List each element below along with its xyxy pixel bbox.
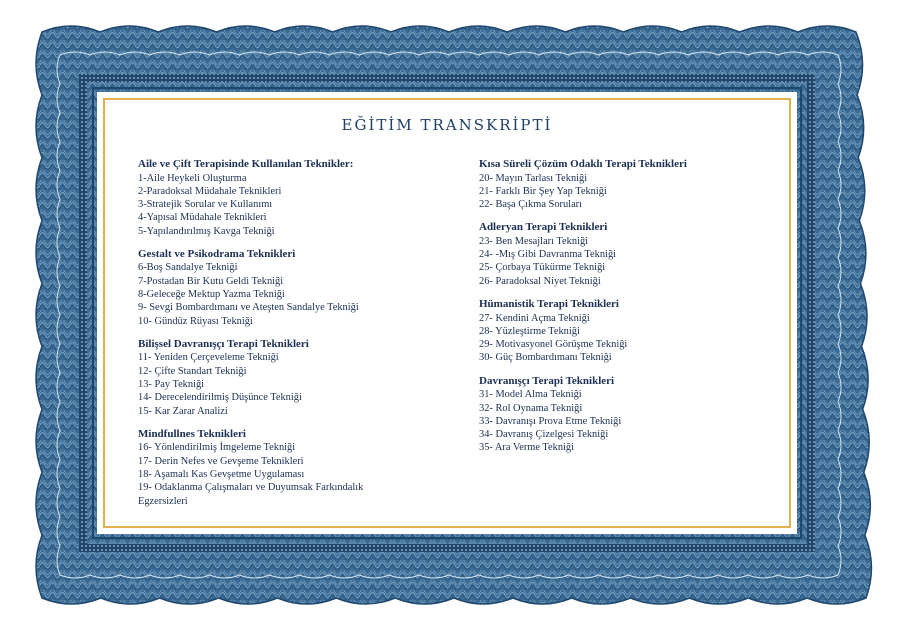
technique-item: 21- Farklı Bir Şey Yap Tekniği bbox=[479, 185, 607, 197]
technique-section bbox=[479, 221, 779, 288]
technique-item: 7-Postadan Bir Kutu Geldi Tekniği bbox=[138, 275, 284, 287]
technique-item: 31- Model Alma Tekniği bbox=[479, 389, 582, 401]
technique-item: 11- Yeniden Çerçeveleme Tekniği bbox=[138, 352, 279, 364]
technique-item: 26- Paradoksal Niyet Tekniği bbox=[479, 275, 601, 287]
technique-item: 17- Derin Nefes ve Gevşeme Teknikleri bbox=[138, 455, 304, 467]
technique-item: 35- Ara Verme Tekniği bbox=[479, 442, 574, 454]
technique-item: 23- Ben Mesajları Tekniği bbox=[479, 235, 589, 247]
technique-item: 9- Sevgi Bombardımanı ve Ateşten Sandalye Tekniği bbox=[138, 302, 359, 314]
technique-item: 10- Gündüz Rüyası Tekniği bbox=[138, 315, 253, 327]
technique-section bbox=[479, 158, 779, 211]
section-heading: Davranışçı Terapi Teknikleri bbox=[479, 374, 615, 387]
section-heading: Aile ve Çift Terapisinde Kullanılan Teknikler: bbox=[138, 158, 354, 170]
technique-item: 25- Çorbaya Tükürme Tekniği bbox=[479, 262, 606, 274]
technique-item: 1-Aile Heykeli Oluşturma bbox=[138, 172, 247, 184]
section-heading: Gestalt ve Psikodrama Teknikleri bbox=[138, 247, 296, 260]
page-title: EĞİTİM TRANSKRİPTİ bbox=[341, 116, 553, 134]
technique-item: Egzersizleri bbox=[138, 495, 188, 507]
technique-item: 18- Aşamalı Kas Gevşetme Uygulaması bbox=[138, 469, 305, 481]
technique-item: 28- Yüzleştirme Tekniği bbox=[479, 325, 580, 337]
section-heading: Hümanistik Terapi Teknikleri bbox=[479, 298, 619, 311]
technique-section bbox=[138, 338, 438, 418]
technique-item: 15- Kar Zarar Analizi bbox=[138, 405, 228, 417]
technique-item: 34- Davranış Çizelgesi Tekniği bbox=[479, 429, 609, 441]
technique-item: 12- Çifte Standart Tekniği bbox=[138, 365, 247, 377]
section-heading: Adleryan Terapi Teknikleri bbox=[479, 221, 608, 234]
technique-item: 33- Davranışı Prova Etme Tekniği bbox=[479, 415, 622, 427]
technique-item: 13- Pay Tekniği bbox=[138, 379, 205, 391]
technique-section bbox=[138, 248, 438, 328]
technique-item: 2-Paradoksal Müdahale Teknikleri bbox=[138, 185, 282, 197]
right-column bbox=[479, 158, 779, 465]
section-heading: Kısa Süreli Çözüm Odaklı Terapi Teknikleri bbox=[479, 158, 687, 170]
technique-item: 32- Rol Oynama Tekniği bbox=[479, 402, 583, 414]
technique-item: 20- Mayın Tarlası Tekniği bbox=[479, 172, 588, 184]
technique-item: 6-Boş Sandalye Tekniği bbox=[138, 262, 238, 274]
technique-item: 14- Derecelendirilmiş Düşünce Tekniği bbox=[138, 392, 302, 404]
technique-item: 5-Yapılandırılmış Kavga Tekniği bbox=[138, 225, 275, 237]
left-column bbox=[138, 158, 438, 518]
section-heading: Mindfullnes Teknikleri bbox=[138, 427, 246, 440]
technique-section bbox=[138, 158, 438, 238]
technique-item: 29- Motivasyonel Görüşme Tekniği bbox=[479, 339, 628, 351]
technique-item: 24- -Mış Gibi Davranma Tekniği bbox=[479, 249, 617, 261]
technique-item: 16- Yönlendirilmiş İmgeleme Tekniği bbox=[138, 442, 296, 454]
technique-item: 3-Stratejik Sorular ve Kullanımı bbox=[138, 199, 273, 211]
technique-item: 22- Başa Çıkma Soruları bbox=[479, 199, 583, 211]
technique-section bbox=[138, 428, 438, 508]
technique-item: 8-Geleceğe Mektup Yazma Tekniği bbox=[138, 289, 285, 301]
technique-item: 30- Güç Bombardımanı Tekniği bbox=[479, 352, 612, 364]
technique-item: 4-Yapısal Müdahale Teknikleri bbox=[138, 212, 267, 224]
section-heading: Bilişsel Davranışçı Terapi Teknikleri bbox=[138, 337, 309, 350]
transcript-panel bbox=[103, 98, 791, 528]
technique-section bbox=[479, 298, 779, 365]
technique-section bbox=[479, 375, 779, 455]
technique-item: 27- Kendini Açma Tekniği bbox=[479, 312, 590, 324]
technique-item: 19- Odaklanma Çalışmaları ve Duyumsak Farkındalık bbox=[138, 482, 364, 494]
